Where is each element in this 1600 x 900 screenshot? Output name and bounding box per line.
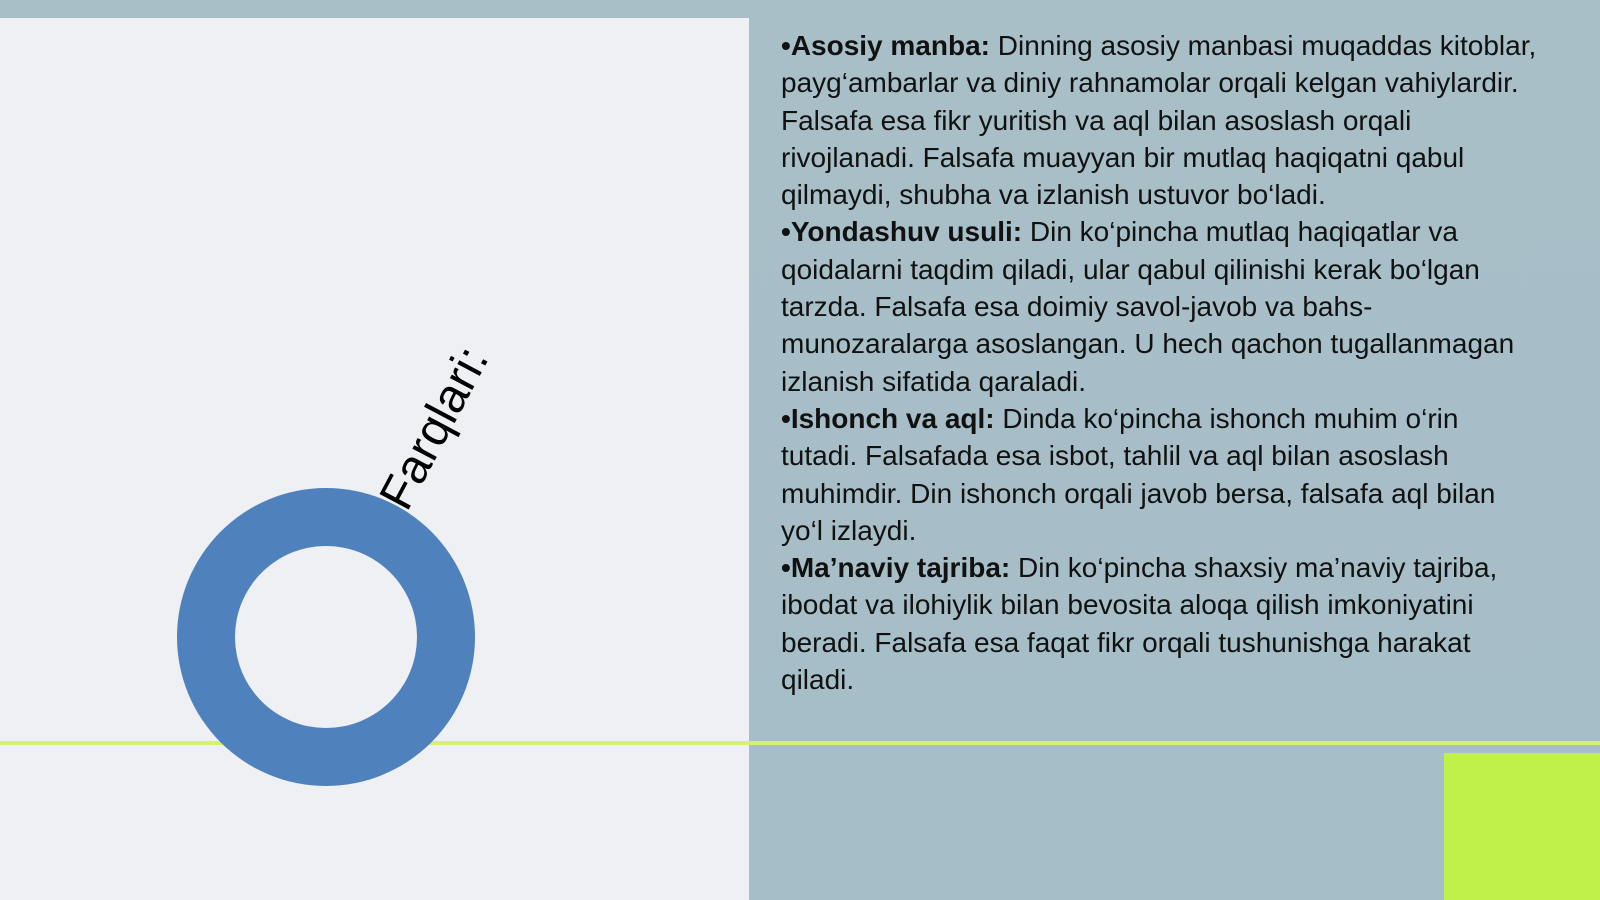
- point-term: Ishonch va aql:: [790, 402, 995, 434]
- point-bullet: •: [781, 552, 791, 584]
- point-bullet: •: [781, 402, 791, 434]
- point-bullet: •: [781, 30, 791, 61]
- point-term: Ma’naviy tajriba:: [790, 552, 1011, 584]
- content-list: [781, 27, 1541, 698]
- ring-decoration: [177, 488, 475, 786]
- point-item: [781, 27, 1541, 213]
- point-term: Yondashuv usuli:: [790, 216, 1023, 248]
- point-text: Dinning asosiy manbasi muqaddas kitoblar, payg‘ambarlar va diniy rahnamolar orqali kelgan vahiylardir. Falsafa esa fikr yuritish va aql bilan asoslash orqali rivojlanadi. Falsafa muayyan bir mutlaq haqiqatni qabul qilmaydi, shubha va izlanish ustuvor bo‘ladi.: [781, 30, 1537, 211]
- ring-hole: [235, 546, 417, 728]
- point-text: Din ko‘pincha mutlaq haqiqatlar va qoidalarni taqdim qiladi, ular qabul qilinishi kerak bo‘lgan tarzda. Falsafa esa doimiy savol-javob va bahs-munozaralarga asoslangan. U hech qachon tugallanmagan izlanish sifatida qaraladi.: [781, 216, 1515, 397]
- point-term: Asosiy manba:: [790, 30, 990, 61]
- point-text: Din ko‘pincha shaxsiy ma’naviy tajriba, ibodat va ilohiylik bilan bevosita aloqa qilish imkoniyatini beradi. Falsafa esa faqat fikr orqali tushunishga harakat qiladi.: [781, 552, 1498, 696]
- accent-square: [1444, 753, 1600, 900]
- point-bullet: •: [781, 216, 791, 248]
- point-item: [781, 549, 1541, 698]
- point-item: [781, 400, 1541, 549]
- point-item: [781, 213, 1541, 399]
- slide-title: Farqlari:: [369, 337, 500, 519]
- point-text: Dinda ko‘pincha ishonch muhim o‘rin tutadi. Falsafada esa isbot, tahlil va aql bilan asoslash muhimdir. Din ishonch orqali javob bersa, falsafa aql bilan yo‘l izlaydi.: [781, 402, 1496, 546]
